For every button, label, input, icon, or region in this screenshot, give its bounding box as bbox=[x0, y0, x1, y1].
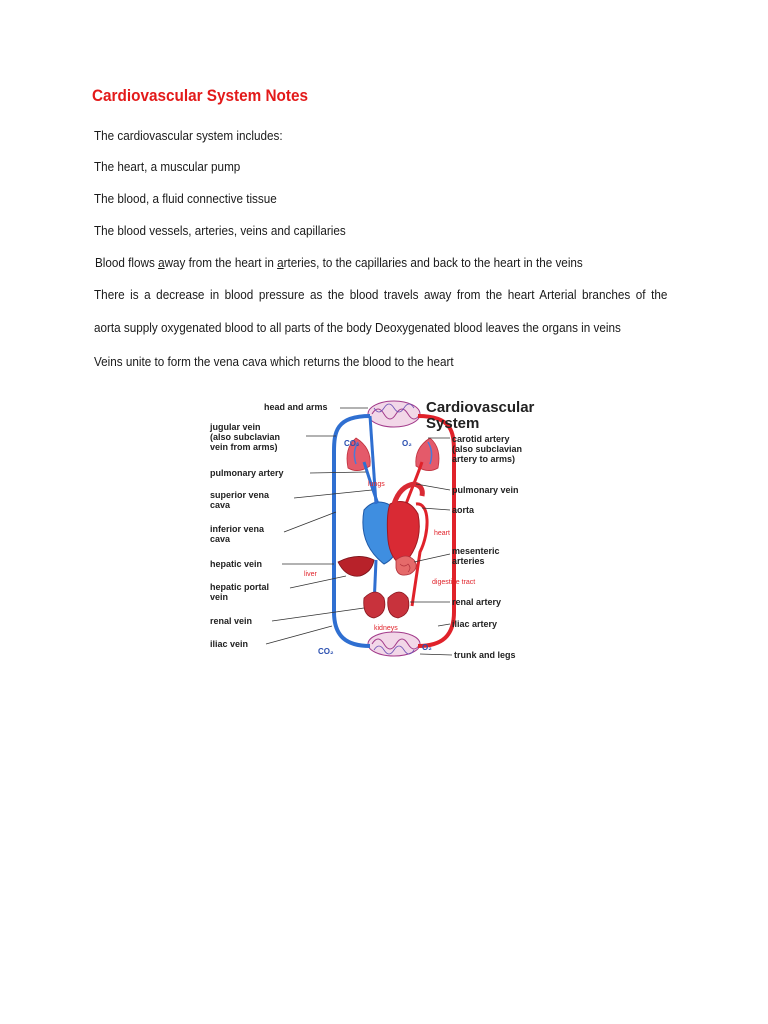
label-iliac-artery: iliac artery bbox=[452, 619, 498, 629]
label-pulmonary-vein: pulmonary vein bbox=[452, 485, 519, 495]
flow-text: way from the heart in bbox=[164, 255, 278, 270]
o2-label-bottom: O₂ bbox=[422, 643, 432, 652]
label-hepatic-portal-vein: hepatic portal bbox=[210, 582, 270, 592]
label-hepatic-portal-vein-2: vein bbox=[210, 592, 229, 602]
diagram-svg bbox=[206, 392, 562, 666]
co2-label-top: CO₂ bbox=[344, 439, 360, 448]
pressure-line-2: aorta supply oxygenated blood to all parts of the body Deoxygenated blood leaves the organs in veins bbox=[94, 320, 621, 335]
leg-capillary-bed bbox=[368, 632, 420, 656]
head-capillary-bed bbox=[368, 401, 420, 427]
lungs-label: lungs bbox=[368, 481, 385, 488]
label-mesenteric-arteries: mesenteric bbox=[452, 546, 500, 556]
kidneys-label: kidneys bbox=[374, 625, 398, 632]
label-inferior-vena-cava-2: cava bbox=[210, 534, 231, 544]
label-mesenteric-arteries-2: arteries bbox=[452, 556, 485, 566]
diagram-title-line2: System bbox=[426, 415, 480, 432]
digestive-tract-label: digestive tract bbox=[432, 579, 476, 586]
label-jugular-vein-2: (also subclavian bbox=[210, 432, 281, 442]
flow-underlined-a: a bbox=[277, 255, 284, 270]
label-trunk-and-legs: trunk and legs bbox=[454, 650, 516, 660]
intro-line: The cardiovascular system includes: bbox=[94, 128, 283, 143]
kidneys bbox=[364, 592, 409, 618]
vessels-line: The blood vessels, arteries, veins and capillaries bbox=[94, 223, 346, 238]
diagram-title-line1: Cardiovascular bbox=[426, 399, 535, 416]
veins-line: Veins unite to form the vena cava which returns the blood to the heart bbox=[94, 354, 454, 369]
heart-line: The heart, a muscular pump bbox=[94, 159, 241, 174]
blood-line: The blood, a fluid connective tissue bbox=[94, 191, 277, 206]
label-carotid-artery: carotid artery bbox=[452, 434, 510, 444]
lungs bbox=[347, 438, 439, 471]
label-jugular-vein: jugular vein bbox=[210, 422, 261, 432]
label-superior-vena-cava-2: cava bbox=[210, 500, 231, 510]
label-superior-vena-cava: superior vena bbox=[210, 490, 270, 500]
o2-label-top: O₂ bbox=[402, 439, 412, 448]
co2-label-bottom: CO₂ bbox=[318, 647, 334, 656]
heart bbox=[363, 484, 422, 566]
label-carotid-artery-3: artery to arms) bbox=[452, 454, 516, 464]
liver-label: liver bbox=[304, 571, 317, 578]
label-pulmonary-artery: pulmonary artery bbox=[210, 468, 284, 478]
label-renal-artery: renal artery bbox=[452, 597, 502, 607]
flow-text: rteries, to the capillaries and back to the heart in the veins bbox=[283, 255, 583, 270]
pressure-line-1: There is a decrease in blood pressure as the blood travels away from the heart Arterial branches of the bbox=[94, 287, 668, 302]
heart-label: heart bbox=[434, 530, 450, 537]
label-aorta: aorta bbox=[452, 505, 475, 515]
liver bbox=[338, 556, 374, 576]
label-hepatic-vein: hepatic vein bbox=[210, 559, 263, 569]
flow-line bbox=[95, 254, 583, 272]
page-title: Cardiovascular System Notes bbox=[92, 86, 308, 105]
label-renal-vein: renal vein bbox=[210, 616, 253, 626]
label-head-and-arms: head and arms bbox=[264, 402, 328, 412]
cardiovascular-diagram bbox=[206, 392, 562, 666]
flow-text: Blood flows bbox=[95, 255, 159, 270]
flow-underlined-a: a bbox=[158, 255, 165, 270]
label-iliac-vein: iliac vein bbox=[210, 639, 249, 649]
label-inferior-vena-cava: inferior vena bbox=[210, 524, 265, 534]
digestive-tract bbox=[396, 556, 416, 575]
label-jugular-vein-3: vein from arms) bbox=[210, 442, 278, 452]
label-carotid-artery-2: (also subclavian bbox=[452, 444, 523, 454]
